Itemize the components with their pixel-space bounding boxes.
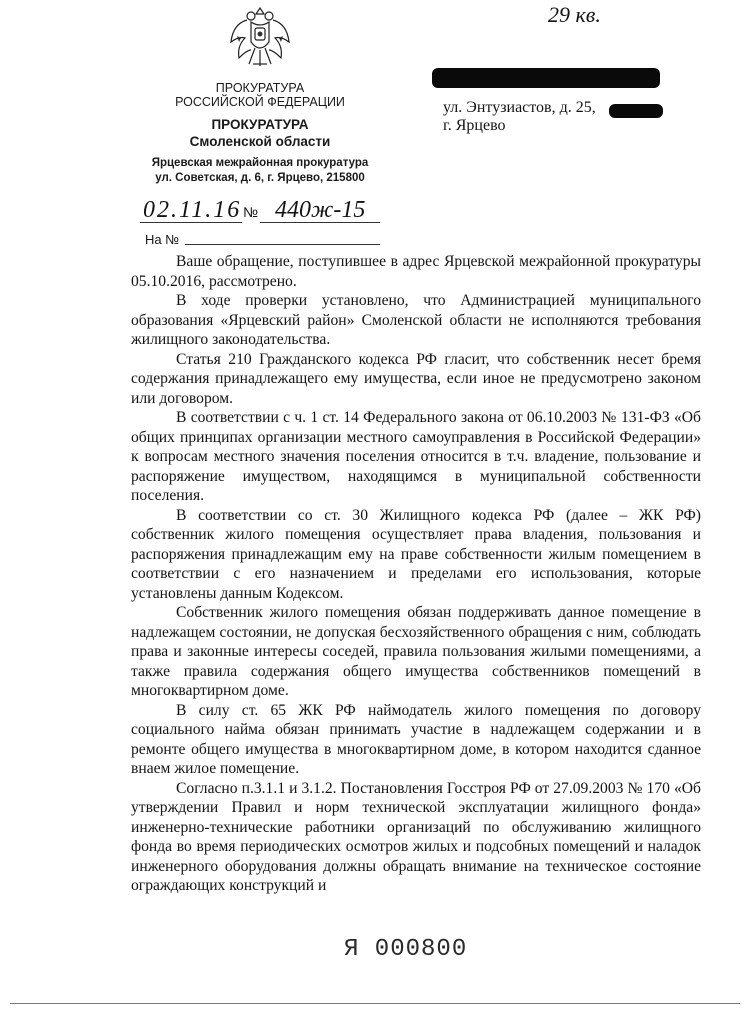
paragraph: Статья 210 Гражданского кодекса РФ гласит, что собственник несет бремя содержания принадлежащего ему имущества, если иное не предусмотрено законом или договором. xyxy=(131,350,701,407)
paragraph: В силу ст. 65 ЖК РФ наймодатель жилого помещения по договору социального найма обязан принимать участие в надлежащем содержании и в ремонте общего имущества в многоквартирном доме, в котором находится сданное внаем жилое помещение. xyxy=(131,701,701,777)
paragraph: В ходе проверки установлено, что Администрацией муниципального образования «Ярцевский район» Смоленской области не исполняются требования жилищного законодательства. xyxy=(131,292,701,348)
redacted-apartment xyxy=(609,104,663,118)
header-line-2: РОССИЙСКОЙ ФЕДЕРАЦИИ xyxy=(175,95,345,109)
letter-body xyxy=(131,252,701,896)
recipient-street: ул. Энтузиастов, д. 25, xyxy=(443,99,596,116)
handwritten-number: 440ж-15 xyxy=(275,197,366,223)
handwritten-note: 29 кв. xyxy=(548,2,601,27)
paragraph: Собственник жилого помещения обязан поддерживать данное помещение в надлежащем состоянии, не допуская бесхозяйственного обращения с ним, соблюдать права и законные интересы соседей, правила пользования жилыми помещениями, а также правила содержания общего имущества собственников помещений в многоквартирном доме. xyxy=(131,604,701,699)
handwritten-date: 02.11.16 xyxy=(143,197,242,223)
office-address: ул. Советская, д. 6, г. Ярцево, 215800 xyxy=(155,172,365,184)
header-line-3: ПРОКУРАТУРА xyxy=(211,117,309,132)
paragraph: В соответствии со ст. 30 Жилищного кодекса РФ (далее – ЖК РФ) собственник жилого помещения осуществляет права владения, пользования и распоряжения принадлежащим ему на праве собственности жилым помещением в соответствии с его назначением и пределами его использования, которые установлены данным Кодексом. xyxy=(131,506,701,602)
office-name: Ярцевская межрайонная прокуратура xyxy=(151,157,369,169)
reply-underline xyxy=(185,244,380,245)
paragraph: Согласно п.3.1.1 и 3.1.2. Постановления Госстроя РФ от 27.09.2003 № 170 «Об утверждении Правил и норм технической эксплуатации жилищного фонда» инженерно-технические работники организаций по обслуживанию жилищного фонда во время периодических осмотров жилых и подсобных помещений и наладок инженерного оборудования должны обращать внимание на техническое состояние ограждающих конструкций и xyxy=(131,779,701,894)
reply-label: На № xyxy=(145,232,180,247)
redacted-name xyxy=(432,68,660,88)
page-bottom-border xyxy=(10,1003,740,1004)
coat-of-arms-icon xyxy=(229,2,291,72)
serial-number: Я 000800 xyxy=(344,936,468,963)
paragraph: В соответствии с ч. 1 ст. 14 Федерального закона от 06.10.2003 № 131-ФЗ «Об общих принципах организации местного самоуправления в Российской Федерации» к вопросам местного значения поселения относится в т.ч. владение, пользование и распоряжение имуществом, находящимся в муниципальной собственности поселения. xyxy=(131,409,701,504)
paragraph: Ваше обращение, поступившее в адрес Ярцевской межрайонной прокуратуры 05.10.2016, рассмотрено. xyxy=(131,253,701,290)
date-underline xyxy=(140,222,242,223)
header-line-1: ПРОКУРАТУРА xyxy=(215,81,305,95)
number-underline xyxy=(260,222,380,223)
header-line-4: Смоленской области xyxy=(189,134,331,149)
recipient-city: г. Ярцево xyxy=(443,117,506,134)
number-label: № xyxy=(243,204,259,220)
